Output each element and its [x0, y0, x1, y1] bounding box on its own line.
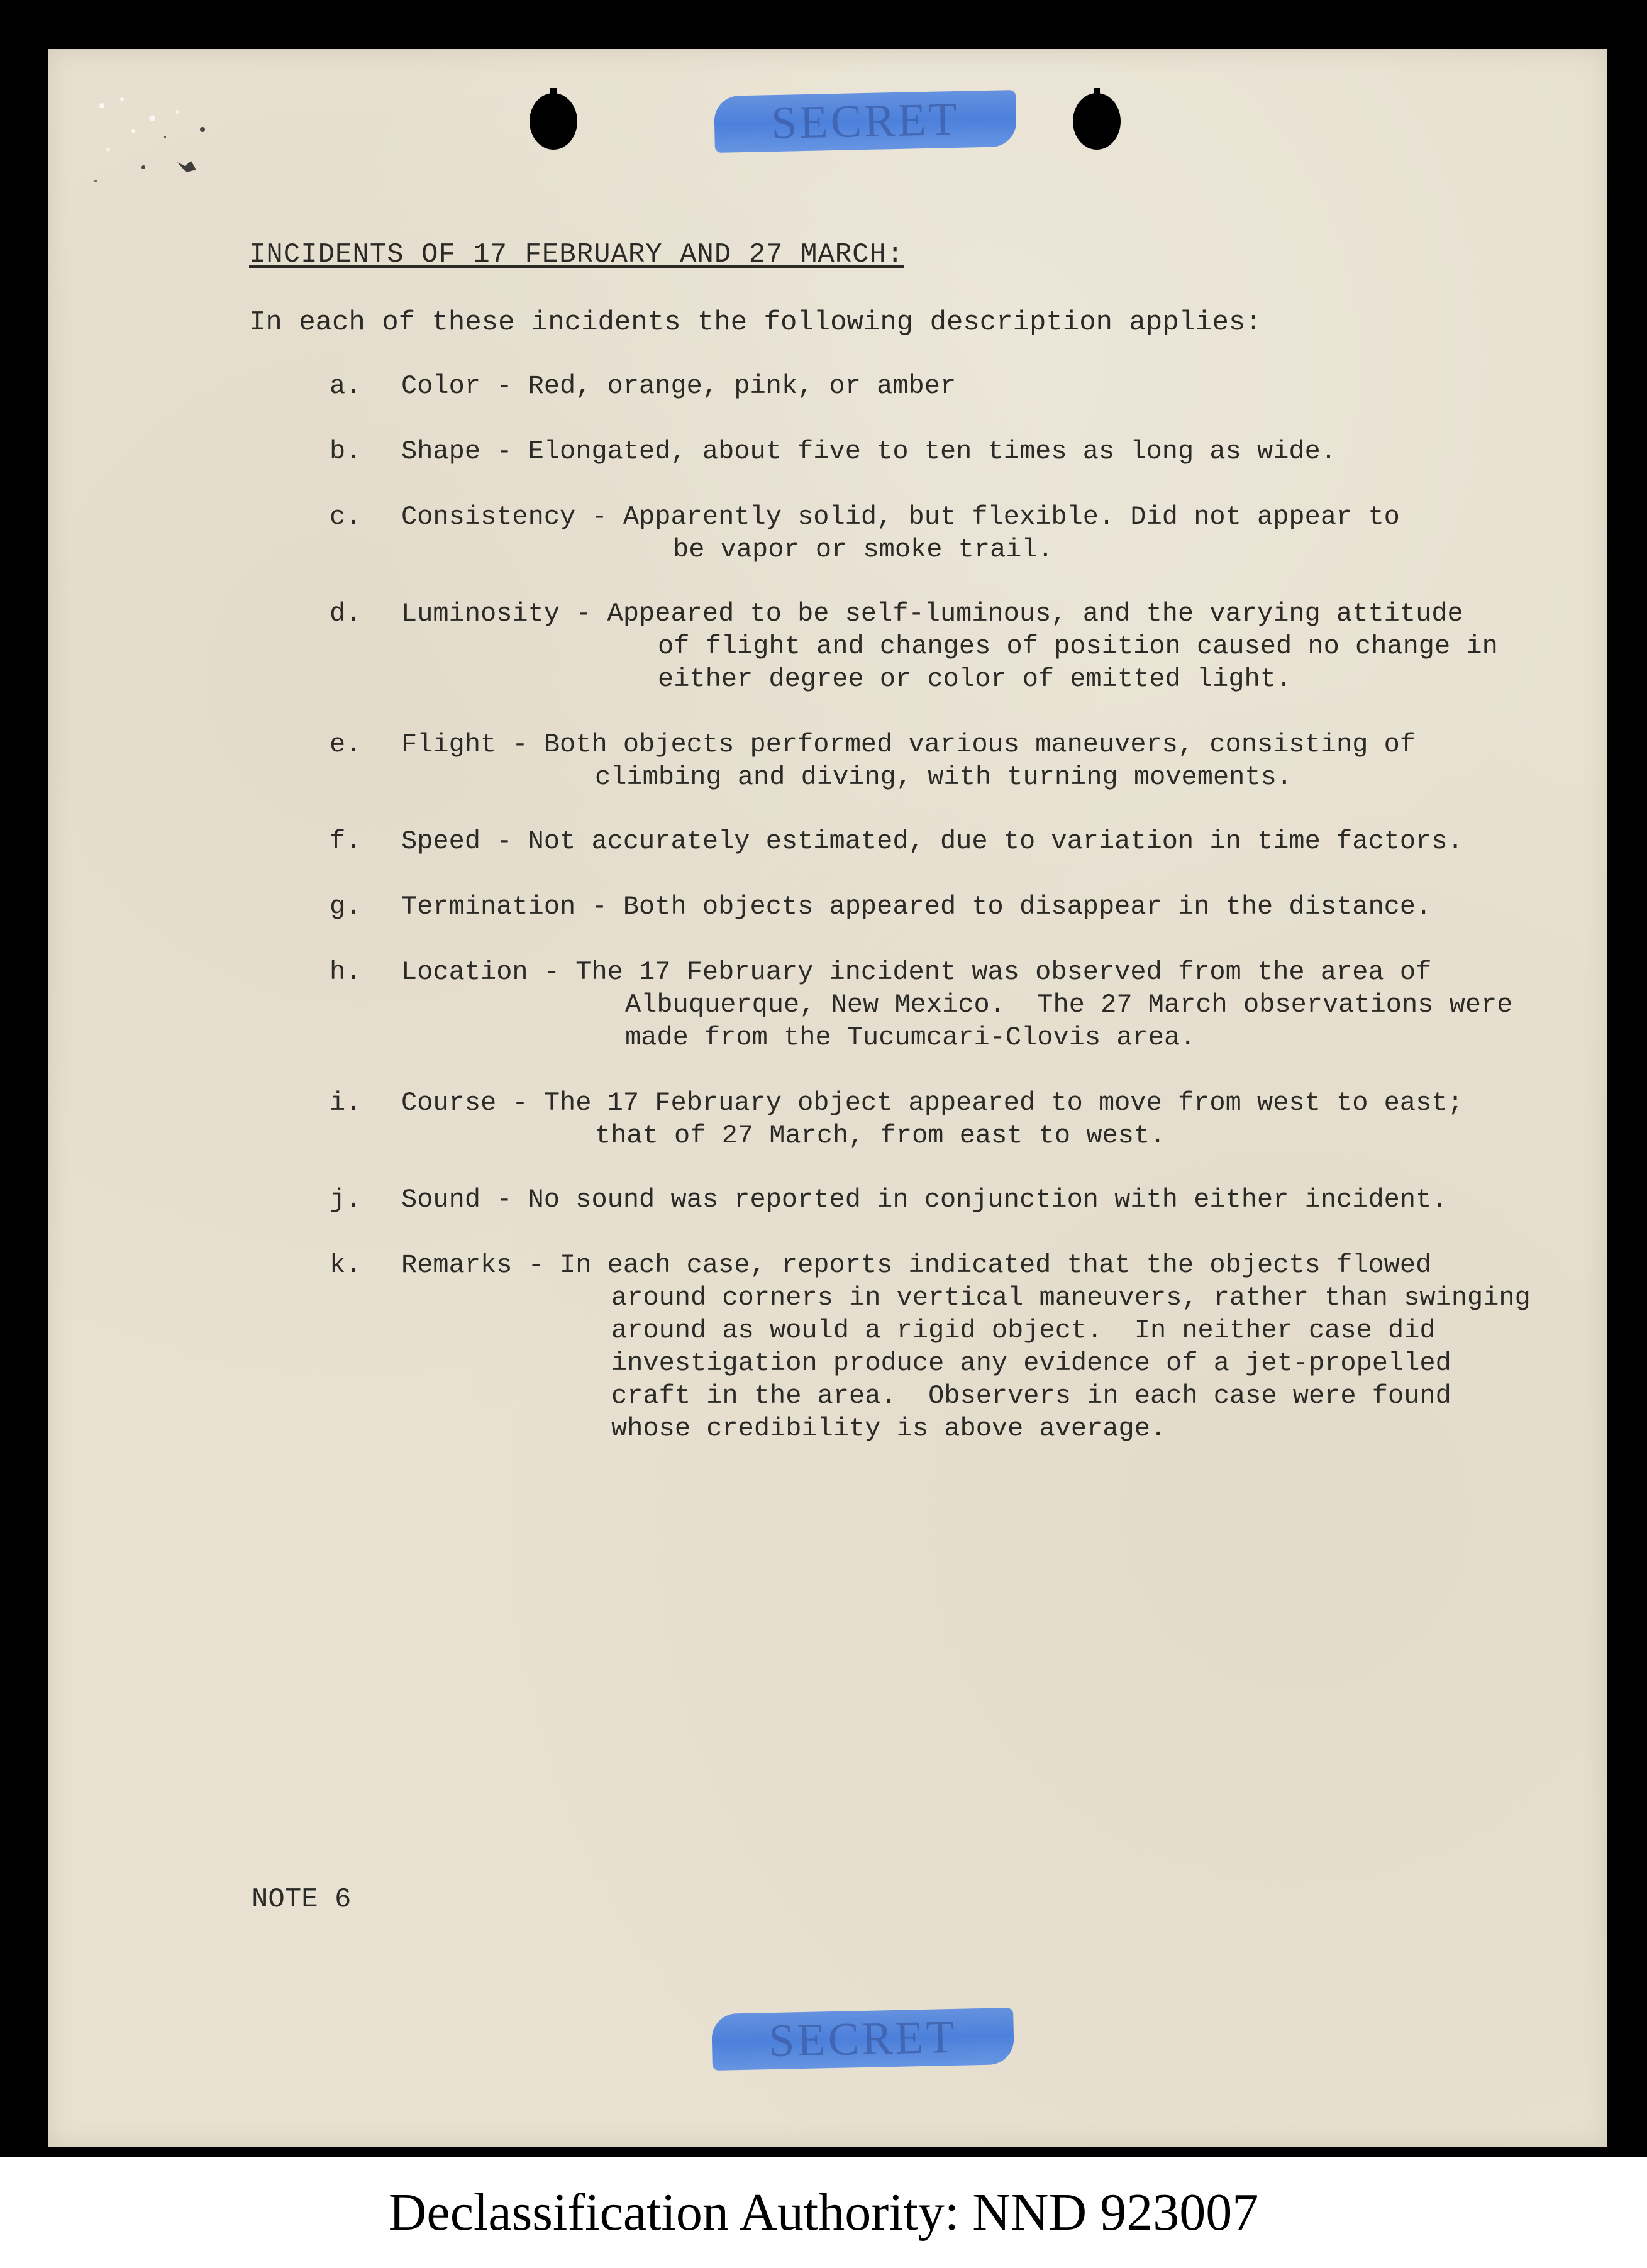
punch-hole-right	[1073, 93, 1121, 150]
item-letter: a.	[330, 371, 362, 401]
secret-stamp-top-text: SECRET	[770, 93, 960, 149]
item-text-continuation: around as would a rigid object. In neither case did	[611, 1315, 1436, 1346]
paper-damage-specks	[83, 93, 272, 206]
document-page	[48, 49, 1607, 2147]
item-text-continuation: be vapor or smoke trail.	[673, 534, 1053, 565]
item-text: Speed - Not accurately estimated, due to variation in time factors.	[401, 826, 1463, 856]
item-text-continuation: investigation produce any evidence of a jet-propelled	[611, 1348, 1451, 1378]
item-text-continuation: that of 27 March, from east to west.	[595, 1120, 1166, 1151]
secret-stamp-bottom-text: SECRET	[768, 2011, 958, 2067]
item-letter: g.	[330, 892, 362, 922]
item-text: Location - The 17 February incident was observed from the area of	[401, 957, 1432, 987]
item-letter: i.	[330, 1088, 362, 1118]
secret-stamp-top	[714, 90, 1017, 153]
punch-hole-left	[530, 93, 577, 150]
item-text-continuation: either degree or color of emitted light.	[658, 664, 1292, 694]
item-text-continuation: Albuquerque, New Mexico. The 27 March observations were	[625, 990, 1513, 1020]
item-text-continuation: climbing and diving, with turning movements.	[595, 762, 1292, 792]
declassification-footer	[0, 2157, 1647, 2268]
document-title: INCIDENTS OF 17 FEBRUARY AND 27 MARCH:	[249, 239, 904, 270]
item-text: Consistency - Apparently solid, but flexible. Did not appear to	[401, 502, 1400, 532]
note-label: NOTE 6	[252, 1884, 352, 1915]
item-text-continuation: whose credibility is above average.	[611, 1413, 1167, 1444]
item-text: Termination - Both objects appeared to disappear in the distance.	[401, 892, 1432, 922]
item-text: Sound - No sound was reported in conjunction with either incident.	[401, 1185, 1448, 1215]
item-text-continuation: made from the Tucumcari-Clovis area.	[625, 1022, 1196, 1053]
declassification-authority-text: Declassification Authority: NND 923007	[388, 2183, 1259, 2242]
item-text: Flight - Both objects performed various maneuvers, consisting of	[401, 729, 1416, 760]
secret-stamp-bottom	[711, 2008, 1014, 2071]
item-text-continuation: of flight and changes of position caused no change in	[658, 631, 1498, 661]
item-text: Luminosity - Appeared to be self-luminous, and the varying attitude	[401, 599, 1463, 629]
item-letter: j.	[330, 1185, 362, 1215]
item-text: Shape - Elongated, about five to ten times as long as wide.	[401, 436, 1337, 467]
item-text: Color - Red, orange, pink, or amber	[401, 371, 957, 401]
item-letter: e.	[330, 729, 362, 760]
item-letter: f.	[330, 826, 362, 856]
item-text: Remarks - In each case, reports indicated that the objects flowed	[401, 1250, 1432, 1280]
item-letter: k.	[330, 1250, 362, 1280]
item-text-continuation: around corners in vertical maneuvers, rather than swinging	[611, 1283, 1531, 1313]
item-text: Course - The 17 February object appeared to move from west to east;	[401, 1088, 1463, 1118]
item-letter: c.	[330, 502, 362, 532]
item-letter: d.	[330, 599, 362, 629]
intro-paragraph: In each of these incidents the following description applies:	[249, 307, 1262, 338]
item-letter: b.	[330, 436, 362, 467]
item-text-continuation: craft in the area. Observers in each case were found	[611, 1381, 1451, 1411]
item-letter: h.	[330, 957, 362, 987]
